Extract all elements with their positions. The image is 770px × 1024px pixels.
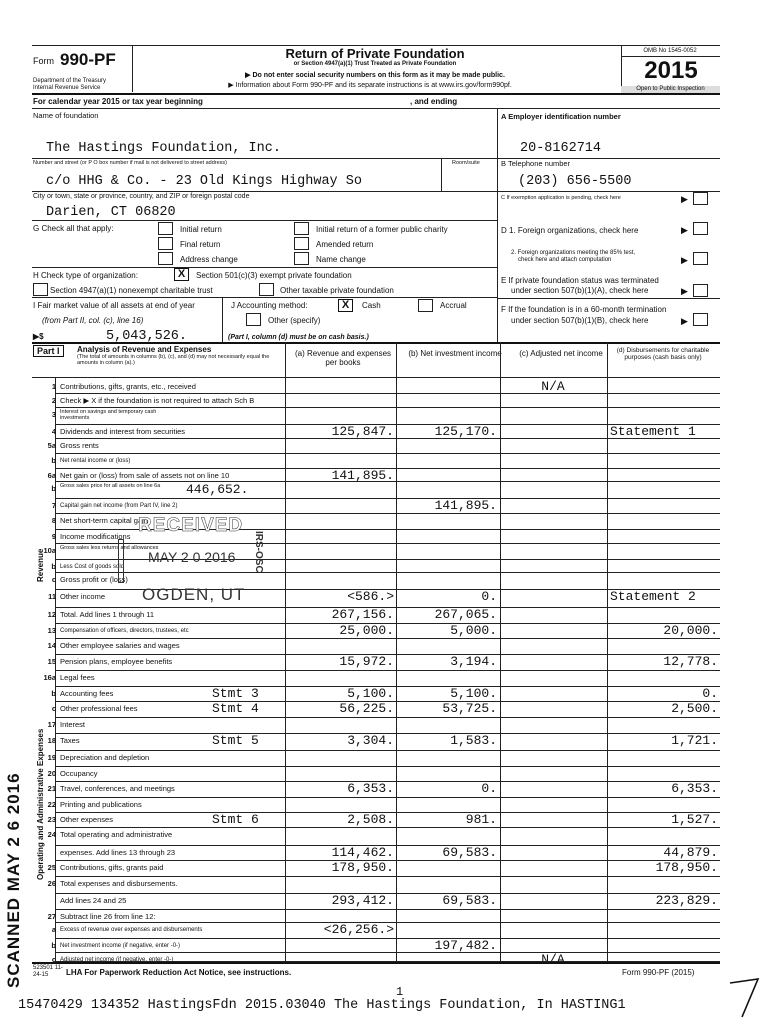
line-number: b [51, 941, 56, 950]
cell-col-d: 20,000. [663, 623, 718, 638]
line-number: 16a [43, 673, 56, 682]
cell-col-d: 1,721. [671, 733, 718, 748]
foundation-name: The Hastings Foundation, Inc. [46, 141, 281, 156]
f-label-2: under section 507(b)(1)(B), check here [511, 316, 649, 325]
line-label: Total. Add lines 1 through 11 [60, 610, 155, 619]
final-return-checkbox[interactable] [158, 237, 173, 250]
city-state-zip: Darien, CT 06820 [46, 205, 176, 220]
final-return-label: Final return [180, 240, 221, 249]
cell-col-b: 267,065. [434, 607, 497, 622]
part-i-badge: Part I [33, 345, 64, 357]
line-number: 25 [47, 863, 56, 872]
initial-return-checkbox[interactable] [158, 222, 173, 235]
table-row [32, 828, 286, 842]
cell-col-a: 15,972. [339, 654, 394, 669]
cell-col-a: <26,256.> [323, 922, 394, 937]
table-row [32, 408, 286, 422]
table-row [32, 798, 286, 812]
phone-label: B Telephone number [501, 159, 571, 168]
street-address: c/o HHG & Co. - 23 Old Kings Highway So [46, 174, 362, 189]
foundation-name-label: Name of foundation [33, 111, 99, 120]
cell-col-c: N/A [541, 952, 565, 967]
omb-number: OMB No 1545-0052 [643, 48, 697, 54]
cell-col-d: 44,879. [663, 845, 718, 860]
received-stamp: RECEIVED MAY 2 0 2016 IRS-OSC OGDEN, UT [118, 515, 268, 595]
name-change-label: Name change [316, 255, 366, 264]
d1-label: D 1. Foreign organizations, check here [501, 226, 639, 235]
cell-col-d: Statement 2 [610, 589, 696, 604]
cell-col-c: N/A [541, 379, 565, 394]
foreign-85-checkbox[interactable] [693, 252, 708, 265]
exemption-pending-label: C If exemption application is pending, check here [501, 195, 621, 201]
open-inspection: Open to Public Inspection [621, 86, 720, 93]
line-label: Depreciation and depletion [60, 753, 150, 762]
statement-ref: Stmt 6 [212, 812, 259, 827]
line-label: Legal fees [60, 673, 95, 682]
line-number: 26 [47, 879, 56, 888]
table-row [32, 380, 286, 394]
table-row [32, 608, 286, 622]
cell-col-a: 6,353. [347, 781, 394, 796]
section-4947-label: Section 4947(a)(1) nonexempt charitable trust [50, 286, 213, 295]
line-label: Compensation of officers, directors, trustees, etc [60, 628, 189, 634]
signature-mark [724, 975, 764, 1020]
part-i-title: Analysis of Revenue and Expenses [77, 345, 212, 354]
cell-col-b: 69,583. [442, 893, 497, 908]
cell-col-b: 0. [481, 781, 497, 796]
address-change-label: Address change [180, 255, 238, 264]
address-change-checkbox[interactable] [158, 252, 173, 265]
line-number: c [51, 575, 56, 584]
fmv-value: 5,043,526. [106, 329, 188, 344]
status-terminated-a-checkbox[interactable] [693, 284, 708, 297]
cell-col-a: 2,508. [347, 812, 394, 827]
table-row [32, 751, 286, 765]
table-row [32, 624, 286, 638]
line-number: b [51, 689, 56, 698]
tax-year: 2015 [644, 57, 698, 84]
line-label: Other professional fees [60, 704, 138, 713]
cell-col-a: 3,304. [347, 733, 394, 748]
expenses-side-label: Operating and Administrative Expenses [36, 728, 45, 880]
accrual-label: Accrual [440, 301, 467, 310]
table-row [32, 671, 286, 685]
line-number: 5a [47, 441, 56, 450]
line-number: 8 [51, 516, 56, 525]
irs-label: Internal Revenue Service [33, 85, 101, 91]
table-row [32, 394, 286, 408]
table-row [32, 939, 286, 953]
line-label: expenses. Add lines 13 through 23 [60, 848, 176, 857]
cell-col-d: 178,950. [655, 860, 718, 875]
table-row [32, 454, 286, 468]
arrow-icon: ▶ [681, 286, 688, 296]
line-label: Total expenses and disbursements. [60, 879, 178, 888]
line-label: Gross sales price for all assets on line 6a [60, 483, 161, 489]
line-label: Accounting fees [60, 689, 114, 698]
table-row [32, 894, 286, 908]
line-number: 2 [51, 396, 56, 405]
line-number: 23 [47, 815, 56, 824]
line-label: Other expenses [60, 815, 113, 824]
d2-label-b: check here and attach computation [518, 257, 612, 263]
line-number: 27 [47, 912, 56, 921]
phone-value: (203) 656-5500 [518, 174, 632, 189]
other-method-label: Other (specify) [268, 316, 321, 325]
line-label: Interest on savings and temporary cash investments [60, 409, 157, 421]
line-number: a [51, 925, 56, 934]
cell-col-a: 5,100. [347, 686, 394, 701]
tracking-line: 15470429 134352 HastingsFdn 2015.03040 The Hastings Foundation, In HASTING1 [18, 998, 626, 1013]
ein-value: 20-8162714 [520, 141, 602, 156]
and-ending-label: , and ending [410, 97, 458, 106]
col-b-header: (b) Net investment income [408, 349, 502, 358]
cell-col-b: 981. [465, 812, 497, 827]
cell-col-d: 223,829. [655, 893, 718, 908]
cell-col-a: 125,847. [331, 424, 394, 439]
col-c-header: (c) Adjusted net income [519, 349, 603, 358]
line-label: Capital gain net income (from Part IV, line 2) [60, 503, 178, 509]
section-4947-checkbox[interactable] [33, 283, 48, 296]
line-number: 22 [47, 800, 56, 809]
other-taxable-label: Other taxable private foundation [280, 286, 394, 295]
statement-ref: Stmt 3 [212, 686, 259, 701]
line-label: Total operating and administrative [60, 830, 173, 839]
former-public-charity-checkbox[interactable] [294, 222, 309, 235]
cell-col-d: 12,778. [663, 654, 718, 669]
line-number: 9 [51, 532, 56, 541]
table-row [32, 425, 286, 439]
line-number: 21 [47, 784, 56, 793]
line-label: Dividends and interest from securities [60, 427, 186, 436]
accrual-checkbox[interactable] [418, 299, 433, 312]
cell-col-b: 141,895. [434, 498, 497, 513]
line-label: Excess of revenue over expenses and disbursements [60, 927, 203, 933]
line-label: Net gain or (loss) from sale of assets not on line 10 [60, 471, 230, 480]
table-row [32, 439, 286, 453]
line-label: Contributions, gifts, grants, etc., received [60, 382, 196, 391]
street-label: Number and street (or P O box number if mail is not delivered to street address) [33, 160, 228, 166]
instruction-ssn: ▶ Do not enter social security numbers on this form as it may be made public. [245, 72, 505, 79]
cell-col-b: 5,000. [450, 623, 497, 638]
arrow-icon: ▶ [681, 255, 688, 265]
cell-col-b: 5,100. [450, 686, 497, 701]
line-label: Net investment income (if negative, enter -0-) [60, 943, 181, 949]
amended-return-label: Amended return [316, 240, 374, 249]
line-number: c [51, 955, 56, 964]
table-row [32, 846, 286, 860]
initial-return-label: Initial return [180, 225, 222, 234]
line-number: b [51, 484, 56, 493]
former-public-charity-label: Initial return of a former public charity [316, 225, 448, 234]
form-subtitle: or Section 4947(a)(1) Trust Treated as Private Foundation [293, 61, 457, 67]
line-label: Pension plans, employee benefits [60, 657, 173, 666]
cell-col-d: 0. [702, 686, 718, 701]
line-number: 15 [47, 657, 56, 666]
fmv-label: I Fair market value of all assets at end of year [33, 301, 195, 310]
foreign-org-checkbox[interactable] [693, 222, 708, 235]
line-label: Interest [60, 720, 86, 729]
line-label: Contributions, gifts, grants paid [60, 863, 164, 872]
line-label: Occupancy [60, 769, 98, 778]
scanned-stamp: SCANNED MAY 2 6 2016 [4, 772, 23, 988]
line-number: 14 [47, 641, 56, 650]
part-i-note: (The total of amounts in columns (b), (c), and (d) may not necessarily equal the amounts in column (a).) [77, 354, 270, 366]
line-number: b [51, 456, 56, 465]
check-h-label: H Check type of organization: [33, 271, 138, 280]
amended-return-checkbox[interactable] [294, 237, 309, 250]
table-row [32, 782, 286, 796]
table-row [32, 499, 286, 513]
table-row [32, 718, 286, 732]
line-number: 1 [51, 382, 56, 391]
cell-col-b: 69,583. [442, 845, 497, 860]
line-number: 19 [47, 753, 56, 762]
arrow-icon: ▶ [681, 225, 688, 235]
table-row [32, 639, 286, 653]
line-label: Printing and publications [60, 800, 142, 809]
calendar-year-label: For calendar year 2015 or tax year beginning [33, 97, 203, 106]
cell-col-b: 197,482. [434, 938, 497, 953]
name-change-checkbox[interactable] [294, 252, 309, 265]
table-row [32, 877, 286, 891]
line-label: Less Cost of goods sold [60, 564, 125, 570]
cell-col-d: 2,500. [671, 701, 718, 716]
line-label: Income modifications [60, 532, 131, 541]
table-row [32, 861, 286, 875]
cell-col-b: 3,194. [450, 654, 497, 669]
form-title: Return of Private Foundation [285, 46, 465, 61]
footer-form-ref: Form 990-PF (2015) [622, 968, 695, 977]
page-number: 1 [396, 985, 404, 999]
ein-label: A Employer identification number [501, 112, 621, 121]
table-row [32, 923, 286, 937]
fmv-sub-label: (from Part II, col. (c), line 16) [42, 316, 144, 325]
line-label: Check ▶ X if the foundation is not required to attach Sch B [60, 396, 255, 405]
line-label: Gross rents [60, 441, 99, 450]
table-row [32, 953, 286, 967]
cell-col-d: 6,353. [671, 781, 718, 796]
line-number: 4 [51, 427, 56, 436]
other-method-checkbox[interactable] [246, 313, 261, 326]
revenue-side-label: Revenue [36, 548, 45, 582]
city-label: City or town, state or province, country, and ZIP or foreign postal code [33, 193, 250, 200]
line-number: 6a [47, 471, 56, 480]
line-label: Other employee salaries and wages [60, 641, 180, 650]
line-number: 13 [47, 626, 56, 635]
instruction-info: ▶ Information about Form 990-PF and its separate instructions is at www.irs.gov/form990pf. [228, 82, 512, 89]
statement-ref: Stmt 4 [212, 701, 259, 716]
cash-checkbox[interactable]: X [338, 299, 353, 312]
line-number: 12 [47, 610, 56, 619]
line-label: Net rental income or (loss) [60, 458, 131, 464]
cell-col-b: 125,170. [434, 424, 497, 439]
section-501c3-checkbox[interactable]: X [174, 268, 189, 281]
line-number: c [51, 704, 56, 713]
arrow-icon: ▶ [681, 194, 688, 204]
line-number: 10a [43, 546, 56, 555]
other-taxable-checkbox[interactable] [259, 283, 274, 296]
cell-col-a: 267,156. [331, 607, 394, 622]
cell-col-a: <586.> [347, 589, 394, 604]
cell-col-a: 293,412. [331, 893, 394, 908]
arrow-icon: ▶ [681, 316, 688, 326]
col-d-header: (d) Disbursements for charitable purposes (cash basis only) [616, 347, 710, 361]
d2-label-a: 2. Foreign organizations meeting the 85% test, [511, 250, 636, 256]
footer-code: 523501 11-24-15 [33, 965, 63, 978]
e-label-2: under section 507(b)(1)(A), check here [511, 286, 649, 295]
table-row [32, 655, 286, 669]
line-number: 17 [47, 720, 56, 729]
col-a-header: (a) Revenue and expenses per books [294, 349, 392, 367]
line-label: Gross sales less returns and allowances [60, 545, 159, 551]
line-number: b [51, 562, 56, 571]
cash-basis-note: (Part I, column (d) must be on cash basis.) [228, 334, 369, 341]
cell-col-b: 53,725. [442, 701, 497, 716]
cell-col-b: 1,583. [450, 733, 497, 748]
cell-col-a: 25,000. [339, 623, 394, 638]
statement-ref: 446,652. [186, 482, 249, 497]
status-terminated-b-checkbox[interactable] [693, 313, 708, 326]
line-number: 18 [47, 736, 56, 745]
form-number: 990-PF [60, 50, 116, 69]
check-g-label: G Check all that apply: [33, 224, 114, 233]
cash-label: Cash [362, 301, 381, 310]
section-501c3-label: Section 501(c)(3) exempt private foundation [196, 271, 352, 280]
cell-col-b: 0. [481, 589, 497, 604]
line-number: 7 [51, 501, 56, 510]
line-label: Adjusted net income (if negative, enter -0-) [60, 957, 174, 963]
cell-col-d: 1,527. [671, 812, 718, 827]
line-label: Other income [60, 592, 106, 601]
fmv-dollar: ▶$ [33, 332, 44, 341]
line-number: 20 [47, 769, 56, 778]
room-suite-label: Room/suite [452, 160, 480, 166]
cell-col-a: 114,462. [331, 845, 394, 860]
line-label: Gross profit or (loss) [60, 575, 128, 584]
dept-label: Department of the Treasury [33, 78, 107, 84]
line-label: Net short-term capital gain [60, 516, 148, 525]
cell-col-a: 178,950. [331, 860, 394, 875]
exemption-pending-checkbox[interactable] [693, 192, 708, 205]
form-label: Form [33, 56, 54, 66]
accounting-method-label: J Accounting method: [231, 301, 308, 310]
line-number: 3 [51, 410, 56, 419]
footer-lha: LHA For Paperwork Reduction Act Notice, see instructions. [66, 968, 292, 977]
line-label: Travel, conferences, and meetings [60, 784, 175, 793]
e-label-1: E If private foundation status was terminated [501, 276, 659, 285]
line-label: Subtract line 26 from line 12: [60, 912, 156, 921]
line-label: Taxes [60, 736, 80, 745]
f-label-1: F If the foundation is in a 60-month termination [501, 305, 667, 314]
line-label: Add lines 24 and 25 [60, 896, 127, 905]
cell-col-a: 141,895. [331, 468, 394, 483]
statement-ref: Stmt 5 [212, 733, 259, 748]
cell-col-d: Statement 1 [610, 424, 696, 439]
table-row [32, 767, 286, 781]
cell-col-a: 56,225. [339, 701, 394, 716]
line-number: 24 [47, 830, 56, 839]
line-number: 11 [48, 592, 56, 601]
